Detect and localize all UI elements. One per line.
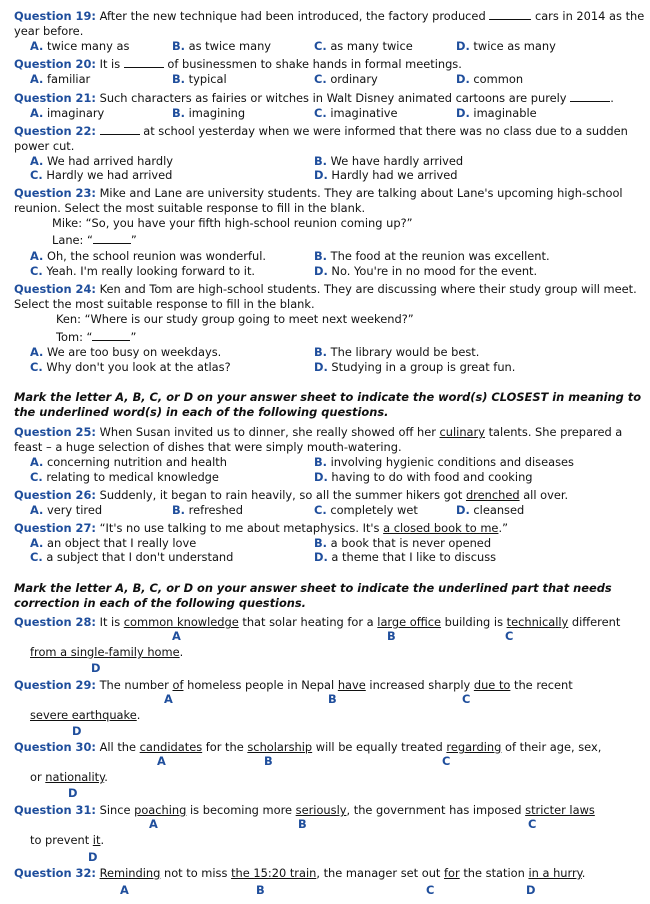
q27-underlined: a closed book to me [383,521,499,535]
q24-dialog-tom: Tom: “ ” [56,330,137,344]
q19-stem [14,9,644,23]
q23-blank [93,233,131,244]
q22-cont: power cut. [14,139,75,153]
q21-stem: Question 21: Such characters as fairies or witches in Walt Disney animated cartoons are purely . [14,91,614,105]
q19-option-c[interactable]: C. as many twice [314,39,413,53]
q32-mark-b: B [256,883,265,897]
q23-option-a[interactable]: A. Oh, the school reunion was wonderful. [30,249,267,263]
q32-part-d[interactable]: in a hurry [528,866,582,880]
q24-option-c[interactable]: C. Why don't you look at the atlas? [30,360,231,374]
q30-mark-a: A [157,754,166,768]
q25-underlined: culinary [439,425,485,439]
q25-option-a[interactable]: A. concerning nutrition and health [30,455,227,469]
q28-part-d[interactable]: from a single-family home [30,645,180,659]
q22-blank [100,124,140,135]
instruction-correction-line2: correction in each of the following questions. [14,596,306,610]
q30-mark-c: C [442,754,451,768]
q27-option-c[interactable]: C. a subject that I don't understand [30,550,234,564]
instruction-closest-line2: the underlined word(s) in each of the following questions. [14,405,389,419]
q23-option-b[interactable]: B. The food at the reunion was excellent. [314,249,550,263]
q32-mark-d: D [526,883,536,897]
q29-mark-c: C [462,692,471,706]
q29-mark-b: B [328,692,337,706]
q32-stem: Question 32: Reminding not to miss the 15:20 train, the manager set out for the station in a hurry. [14,866,586,880]
q20-option-a[interactable]: A. familiar [30,72,91,86]
q23-dialog-lane: Lane: “ ” [52,233,137,247]
q26-stem: Question 26: Suddenly, it began to rain heavily, so all the summer hikers got drenched all over. [14,488,569,502]
q19-cont: year before. [14,24,84,38]
q30-stem: Question 30: All the candidates for the scholarship will be equally treated regarding of their age, sex, [14,740,602,754]
q22-stem: Question 22: at school yesterday when we were informed that there was no class due to a sudden [14,124,628,138]
q21-option-a[interactable]: A. imaginary [30,106,105,120]
q28-cont: from a single-family home. [30,645,184,659]
q24-stem: Question 24: Ken and Tom are high-school students. They are discussing where their study group will meet. [14,282,637,296]
q28-mark-c: C [505,629,514,643]
q27-stem: Question 27: “It's no use talking to me about metaphysics. It's a closed book to me.” [14,521,508,535]
q31-part-a[interactable]: poaching [134,803,187,817]
q28-mark-b: B [387,629,396,643]
q30-part-b[interactable]: scholarship [247,740,313,754]
q21-blank [570,91,610,102]
q26-option-a[interactable]: A. very tired [30,503,103,517]
q27-option-b[interactable]: B. a book that is never opened [314,536,492,550]
q25-option-b[interactable]: B. involving hygienic conditions and diseases [314,455,574,469]
q31-part-c[interactable]: stricter laws [525,803,595,817]
q19-blank [489,9,531,20]
q24-option-a[interactable]: A. We are too busy on weekdays. [30,345,222,359]
q20-stem: Question 20: It is of businessmen to shake hands in formal meetings. [14,57,462,71]
q30-cont: or nationality. [30,770,108,784]
q31-mark-b: B [298,817,307,831]
q24-blank [92,330,130,341]
q19-option-b[interactable]: B. as twice many [172,39,272,53]
q28-part-b[interactable]: large office [377,615,442,629]
q26-option-c[interactable]: C. completely wet [314,503,418,517]
q29-part-d[interactable]: severe earthquake [30,708,137,722]
q31-mark-a: A [149,817,158,831]
q21-option-b[interactable]: B. imagining [172,106,246,120]
q23-stem: Question 23: Mike and Lane are university students. They are talking about Lane's upcoming high-school [14,186,623,200]
q22-option-b[interactable]: B. We have hardly arrived [314,154,464,168]
q31-stem: Question 31: Since poaching is becoming more seriously, the government has imposed stricter laws [14,803,595,817]
q21-option-d[interactable]: D. imaginable [456,106,537,120]
q19-text-pre: After the new technique had been introduced, the factory produced [99,9,486,23]
q28-part-c[interactable]: technically [506,615,569,629]
q22-option-c[interactable]: C. Hardly we had arrived [30,168,173,182]
q30-part-d[interactable]: nationality [45,770,105,784]
q22-option-a[interactable]: A. We had arrived hardly [30,154,173,168]
q19-option-a[interactable]: A. twice many as [30,39,130,53]
q32-mark-a: A [120,883,129,897]
q30-part-a[interactable]: candidates [139,740,203,754]
q31-part-b[interactable]: seriously [295,803,347,817]
q28-mark-d: D [91,661,101,675]
q19-label: Question 19: [14,9,96,23]
q23-cont: reunion. Select the most suitable response to fill in the blank. [14,201,366,215]
q19-text-post: cars in 2014 as the [534,9,645,23]
instruction-closest-line1: Mark the letter A, B, C, or D on your answer sheet to indicate the word(s) CLOSEST in meaning to [14,390,642,404]
q24-dialog-ken: Ken: “Where is our study group going to meet next weekend?” [56,312,414,326]
q20-option-b[interactable]: B. typical [172,72,227,86]
q21-option-c[interactable]: C. imaginative [314,106,398,120]
q30-part-c[interactable]: regarding [446,740,502,754]
q31-cont: to prevent it. [30,833,105,847]
q30-mark-d: D [68,786,78,800]
instruction-correction-line1: Mark the letter A, B, C, or D on your answer sheet to indicate the underlined part that needs [14,581,612,595]
q23-option-c[interactable]: C. Yeah. I'm really looking forward to it. [30,264,256,278]
q31-mark-d: D [88,850,98,864]
q29-cont: severe earthquake. [30,708,141,722]
q31-part-d[interactable]: it [92,833,101,847]
q27-option-a[interactable]: A. an object that I really love [30,536,197,550]
q20-option-c[interactable]: C. ordinary [314,72,378,86]
q32-part-b[interactable]: the 15:20 train [231,866,317,880]
q29-stem: Question 29: The number of homeless people in Nepal have increased sharply due to the recent [14,678,573,692]
q29-mark-a: A [164,692,173,706]
q28-mark-a: A [172,629,181,643]
q19-option-d[interactable]: D. twice as many [456,39,556,53]
q24-cont: Select the most suitable response to fill in the blank. [14,297,315,311]
q31-mark-c: C [528,817,537,831]
q23-dialog-mike: Mike: “So, you have your fifth high-school reunion coming up?” [52,216,413,230]
q23-option-d[interactable]: D. No. You're in no mood for the event. [314,264,538,278]
q20-option-d[interactable]: D. common [456,72,524,86]
q28-stem: Question 28: It is common knowledge that solar heating for a large office building is technically different [14,615,621,629]
q22-option-d[interactable]: D. Hardly had we arrived [314,168,458,182]
q32-part-a[interactable]: Reminding [99,866,161,880]
q26-underlined: drenched [465,488,520,502]
q25-option-d[interactable]: D. having to do with food and cooking [314,470,533,484]
q26-option-d[interactable]: D. cleansed [456,503,525,517]
q25-stem: Question 25: When Susan invited us to dinner, she really showed off her culinary talents. She prepared a [14,425,623,439]
q29-part-a[interactable]: of [172,678,184,692]
q20-blank [124,57,164,68]
q26-option-b[interactable]: B. refreshed [172,503,243,517]
q27-option-d[interactable]: D. a theme that I like to discuss [314,550,497,564]
q32-mark-c: C [426,883,435,897]
q29-mark-d: D [72,724,82,738]
q25-option-c[interactable]: C. relating to medical knowledge [30,470,219,484]
q28-part-a[interactable]: common knowledge [123,615,239,629]
q30-mark-b: B [264,754,273,768]
q24-option-d[interactable]: D. Studying in a group is great fun. [314,360,516,374]
q32-part-c[interactable]: for [444,866,460,880]
q29-part-c[interactable]: due to [473,678,511,692]
q29-part-b[interactable]: have [337,678,366,692]
q25-cont: feast – a huge selection of dishes that were simply mouth-watering. [14,440,402,454]
q24-option-b[interactable]: B. The library would be best. [314,345,480,359]
